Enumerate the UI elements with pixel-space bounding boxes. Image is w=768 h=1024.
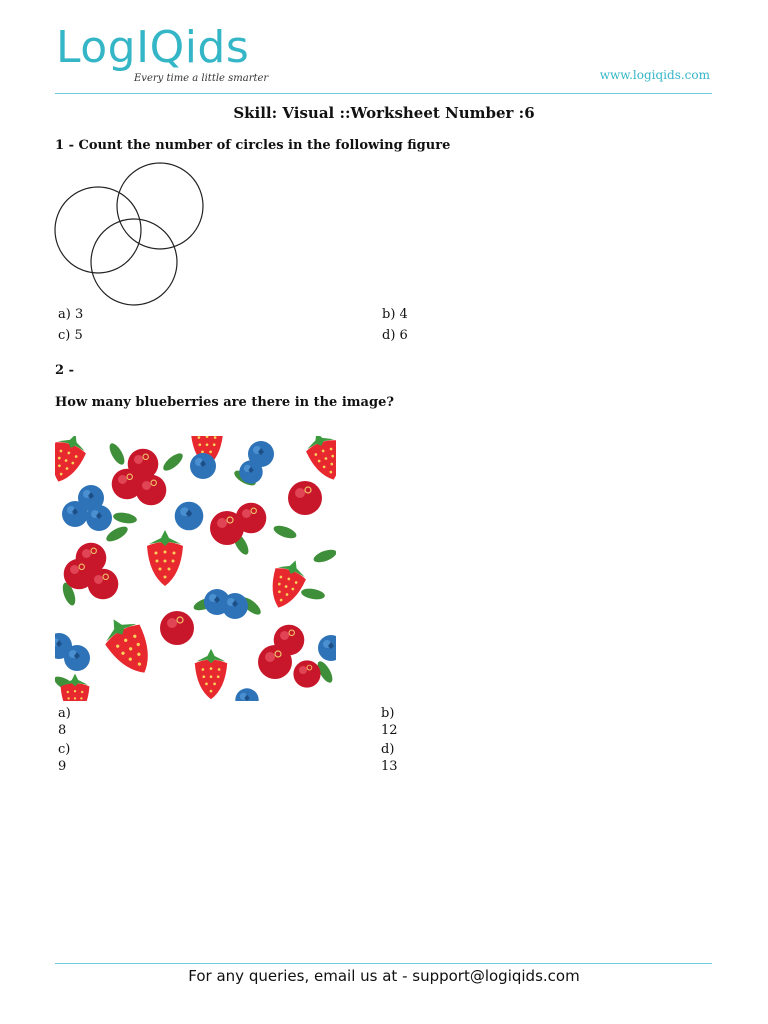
q2-option-b-value: 12 (381, 723, 398, 738)
q2-option-a-value: 8 (58, 723, 67, 738)
worksheet-title: Skill: Visual ::Worksheet Number :6 (233, 104, 535, 122)
circles-figure (50, 160, 210, 310)
q2-option-c[interactable] (58, 741, 70, 775)
question-2-number: 2 - (55, 363, 74, 378)
question-2-text: How many blueberries are there in the image? (55, 395, 394, 410)
footer-contact: For any queries, email us at - support@logiqids.com (188, 967, 580, 985)
question-1-text: 1 - Count the number of circles in the following figure (55, 138, 451, 153)
site-url-link[interactable]: www.logiqids.com (599, 68, 710, 82)
circle-shape (55, 187, 141, 273)
q2-option-a[interactable] (58, 705, 71, 739)
header-divider (55, 93, 712, 94)
q1-option-b[interactable]: b) 4 (382, 307, 408, 322)
q2-option-d[interactable] (381, 741, 398, 775)
q1-option-d[interactable]: d) 6 (382, 328, 408, 343)
q2-option-d-letter: d) (381, 742, 395, 757)
footer-divider (55, 963, 712, 964)
berries-image (55, 436, 336, 701)
q1-option-c[interactable]: c) 5 (58, 328, 83, 343)
circle-shape (91, 219, 177, 305)
circle-shape (117, 163, 203, 249)
logo: LogIQids (56, 22, 250, 73)
logo-tagline: Every time a little smarter (134, 73, 269, 84)
q2-option-d-value: 13 (381, 759, 398, 774)
q1-option-a[interactable]: a) 3 (58, 307, 84, 322)
q2-option-b-letter: b) (381, 706, 395, 721)
q2-option-b[interactable] (381, 705, 398, 739)
q2-option-a-letter: a) (58, 706, 71, 721)
q2-option-c-letter: c) (58, 742, 71, 757)
q2-option-c-value: 9 (58, 759, 67, 774)
